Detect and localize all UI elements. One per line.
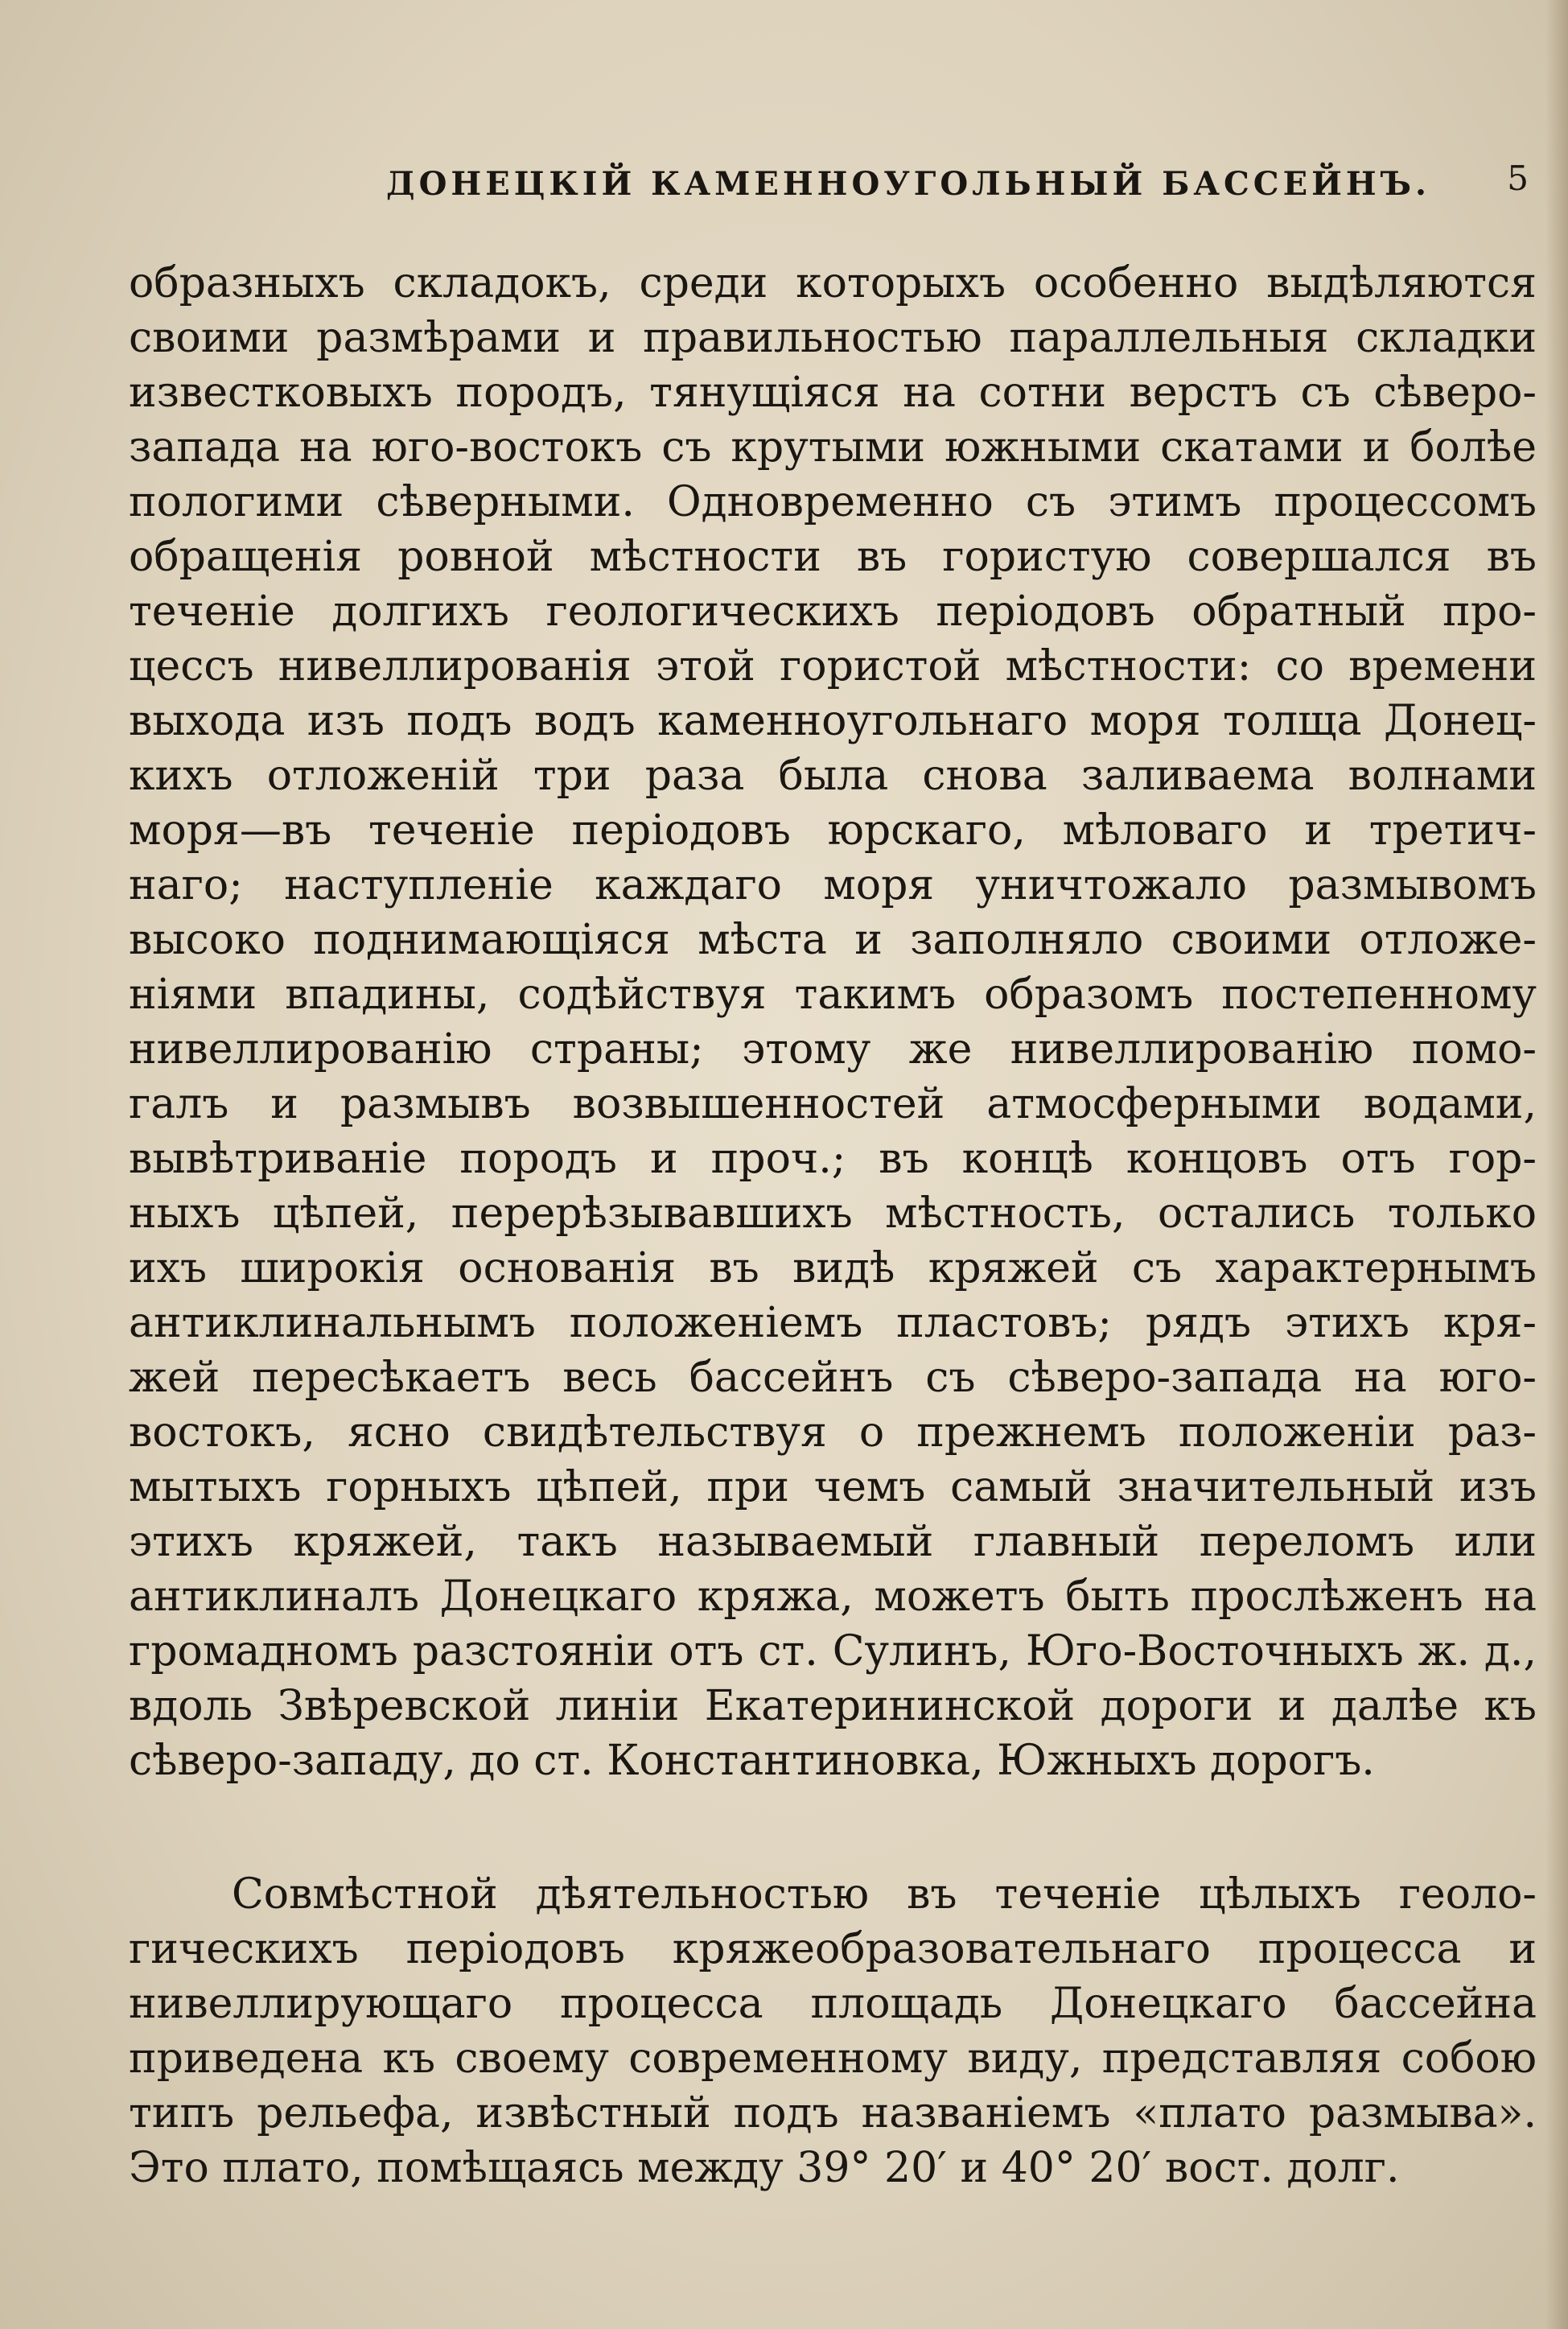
- text-line: наго; наступленіе каждаго моря уничтожало размывомъ: [129, 861, 1537, 909]
- paragraph-2: [129, 1867, 1537, 2195]
- page-header: [129, 159, 1561, 213]
- text-line: вывѣтриваніе породъ и проч.; въ концѣ концовъ отъ гор-: [129, 1135, 1537, 1183]
- text-line: моря—въ теченіе періодовъ юрскаго, мѣловаго и третич-: [129, 806, 1537, 855]
- text-line: громадномъ разстояніи отъ ст. Сулинъ, Юго-Восточныхъ ж. д.,: [129, 1627, 1537, 1676]
- text-line: известковыхъ породъ, тянущіяся на сотни верстъ съ сѣверо-: [129, 369, 1537, 417]
- running-title: ДОНЕЦКІЙ КАМЕННОУГОЛЬНЫЙ БАССЕЙНЪ.: [386, 165, 1430, 203]
- text-line: ихъ широкія основанія въ видѣ кряжей съ характернымъ: [129, 1244, 1537, 1292]
- text-line: антиклиналъ Донецкаго кряжа, можетъ быть прослѣженъ на: [129, 1573, 1537, 1621]
- text-line: цессъ нивеллированія этой гористой мѣстности: со времени: [129, 642, 1537, 690]
- text-line: ныхъ цѣпей, перерѣзывавшихъ мѣстность, остались только: [129, 1189, 1537, 1238]
- text-line: сѣверо-западу, до ст. Константиновка, Южныхъ дорогъ.: [129, 1737, 1375, 1785]
- text-line: гическихъ періодовъ кряжеобразовательнаго процесса и: [129, 1925, 1537, 1973]
- paragraph-1: [129, 256, 1537, 1788]
- text-line: запада на юго-востокъ съ крутыми южными скатами и болѣе: [129, 423, 1537, 472]
- text-line: мытыхъ горныхъ цѣпей, при чемъ самый значительный изъ: [129, 1463, 1537, 1511]
- text-line: выхода изъ подъ водъ каменноугольнаго моря толща Донец-: [129, 697, 1537, 745]
- text-line: этихъ кряжей, такъ называемый главный переломъ или: [129, 1518, 1537, 1566]
- page-number: 5: [1507, 159, 1529, 198]
- text-line: востокъ, ясно свидѣтельствуя о прежнемъ положеніи раз-: [129, 1408, 1537, 1457]
- text-line: приведена къ своему современному виду, представляя собою: [129, 2034, 1537, 2083]
- text-line: высоко поднимающіяся мѣста и заполняло своими отложе-: [129, 916, 1537, 964]
- text-line: своими размѣрами и правильностью параллельныя складки: [129, 314, 1537, 362]
- text-line: образныхъ складокъ, среди которыхъ особенно выдѣляются: [129, 259, 1537, 307]
- paragraph-gap: [129, 1788, 1537, 1867]
- text-line: галъ и размывъ возвышенностей атмосферными водами,: [129, 1080, 1537, 1128]
- text-line: Это плато, помѣщаясь между 39° 20′ и 40° 20′ вост. долг.: [129, 2144, 1400, 2192]
- text-line: нивеллирующаго процесса площадь Донецкаго бассейна: [129, 1980, 1537, 2028]
- body-text: [129, 256, 1537, 2195]
- text-line: жей пересѣкаетъ весь бассейнъ съ сѣверо-запада на юго-: [129, 1354, 1537, 1402]
- text-line: пологими сѣверными. Одновременно съ этимъ процессомъ: [129, 478, 1537, 526]
- page-edge-shadow: [1545, 0, 1568, 2329]
- text-line: теченіе долгихъ геологическихъ періодовъ обратный про-: [129, 587, 1537, 636]
- text-line: антиклинальнымъ положеніемъ пластовъ; рядъ этихъ кря-: [129, 1299, 1537, 1347]
- text-line: нивеллированію страны; этому же нивеллированію помо-: [129, 1025, 1537, 1074]
- text-line: ніями впадины, содѣйствуя такимъ образомъ постепенному: [129, 971, 1537, 1019]
- text-line: обращенія ровной мѣстности въ гористую совершался въ: [129, 533, 1537, 581]
- text-line: типъ рельефа, извѣстный подъ названіемъ «плато размыва».: [129, 2089, 1537, 2137]
- text-line: вдоль Звѣревской линіи Екатерининской дороги и далѣе къ: [129, 1682, 1537, 1730]
- text-line: Совмѣстной дѣятельностью въ теченіе цѣлыхъ геоло-: [232, 1870, 1537, 1919]
- text-line: кихъ отложеній три раза была снова заливаема волнами: [129, 752, 1537, 800]
